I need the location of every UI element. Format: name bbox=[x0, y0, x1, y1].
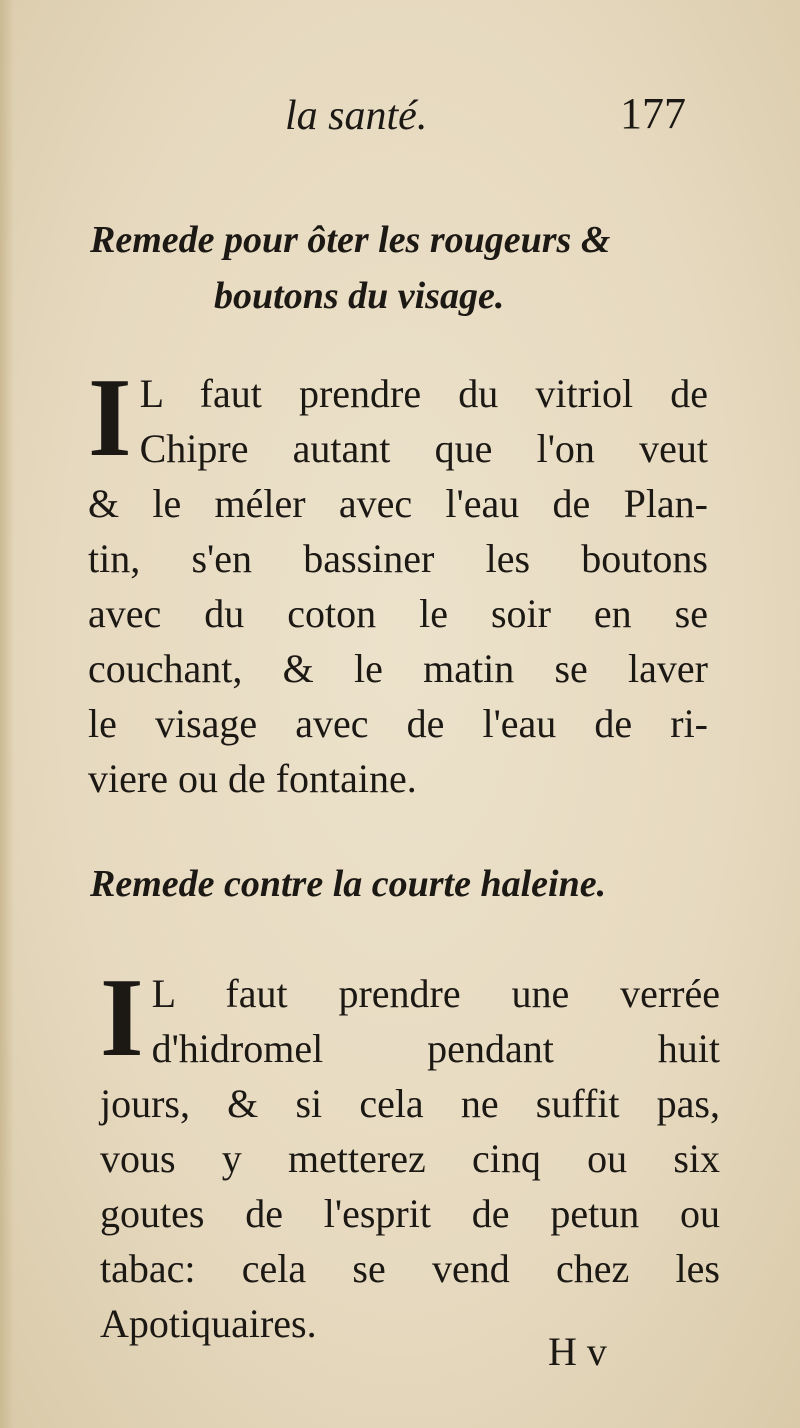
signature-mark: H v bbox=[548, 1329, 607, 1374]
heading-line: Remede pour ôter les rougeurs & bbox=[90, 219, 611, 261]
section-heading-short-breath: Remede contre la courte haleine. bbox=[90, 863, 607, 905]
drop-cap: I bbox=[88, 356, 132, 480]
text-line: vous y metterez cinq ou six bbox=[100, 1136, 720, 1181]
text-line: L faut prendre du vitriol de bbox=[139, 371, 708, 416]
text-line: jours, & si cela ne suffit pas, bbox=[100, 1081, 720, 1126]
text-line: L faut prendre une verrée bbox=[151, 971, 720, 1016]
page-number: 177 bbox=[620, 89, 686, 138]
text-line: tabac: cela se vend chez les bbox=[100, 1246, 720, 1291]
text-line: & le méler avec l'eau de Plan- bbox=[88, 481, 708, 526]
drop-cap: I bbox=[100, 956, 144, 1080]
text-line: Chipre autant que l'on veut bbox=[139, 426, 708, 471]
text-line: viere ou de fontaine. bbox=[88, 756, 417, 801]
running-title: la santé. bbox=[285, 93, 428, 139]
text-line: avec du coton le soir en se bbox=[88, 591, 708, 636]
section-heading-remedy-redness bbox=[90, 212, 710, 324]
page-edge-shadow bbox=[0, 0, 14, 1428]
text-line: couchant, & le matin se laver bbox=[88, 646, 708, 691]
text-line: goutes de l'esprit de petun ou bbox=[100, 1191, 720, 1236]
heading-line: boutons du visage. bbox=[214, 275, 505, 317]
paragraph-remedy-redness bbox=[88, 356, 708, 806]
paragraph-short-breath bbox=[100, 956, 720, 1351]
text-line: d'hidromel pendant huit bbox=[151, 1026, 720, 1071]
text-line: le visage avec de l'eau de ri- bbox=[88, 701, 708, 746]
text-line: Apotiquaires. bbox=[100, 1301, 317, 1346]
text-line: tin, s'en bassiner les boutons bbox=[88, 536, 708, 581]
